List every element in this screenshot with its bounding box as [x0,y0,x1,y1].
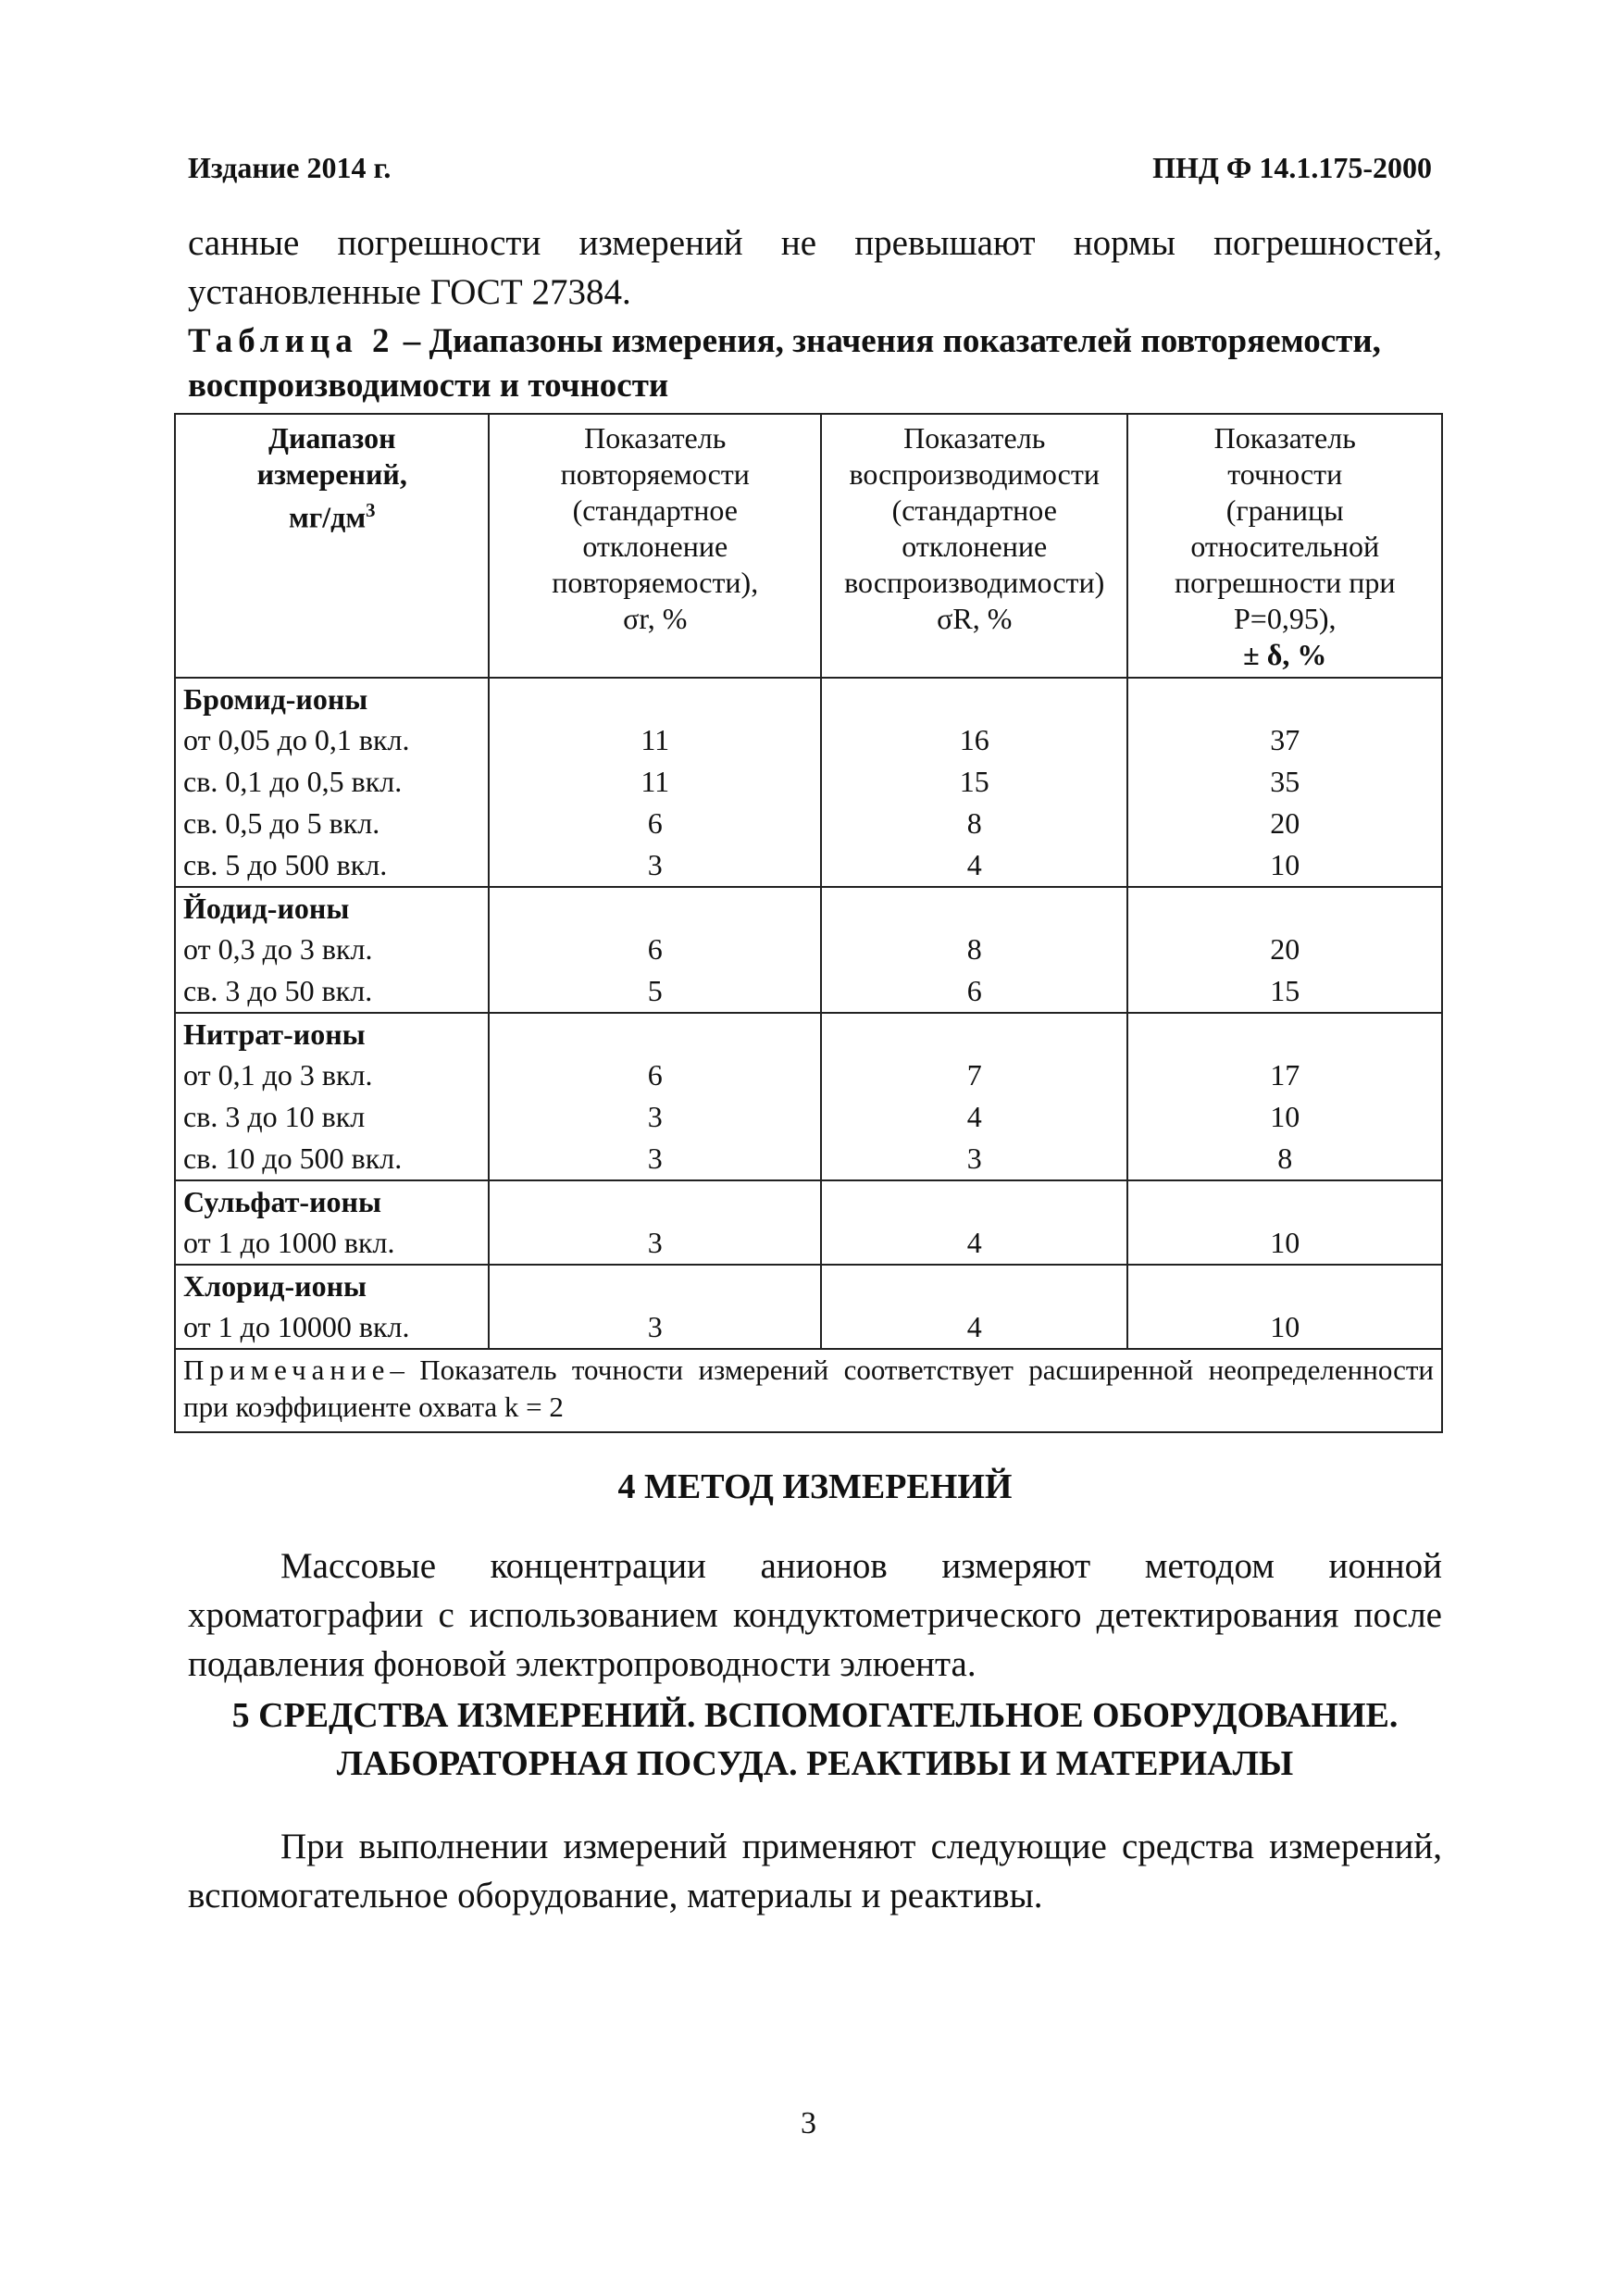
range-value: от 0,05 до 0,1 вкл. [183,723,410,756]
table-group-row [175,887,1442,1013]
document-code-header: ПНД Ф 14.1.175-2000 [1152,151,1432,184]
repeatability-cell [489,1013,821,1180]
group-spacer [822,1014,1126,1054]
table-group-row [175,1013,1442,1180]
repeatability-value: 3 [647,848,663,881]
accuracy-value: 10 [1270,1226,1300,1259]
reproducibility-value: 7 [966,1058,982,1092]
group-title: Хлорид-ионы [183,1269,367,1303]
group-title: Сульфат-ионы [183,1185,381,1218]
repeatability-value: 6 [647,1058,663,1092]
header-symbol: σr, % [623,602,688,635]
reproducibility-cell [821,887,1127,1013]
table-caption [188,319,1442,408]
range-value: св. 5 до 500 вкл. [183,848,388,881]
accuracy-value: 20 [1270,806,1300,840]
accuracy-cell [1127,887,1442,1013]
header-line: (стандартное [891,493,1057,527]
accuracy-value: 15 [1270,974,1300,1007]
table-note [175,1349,1442,1432]
group-spacer [822,1266,1126,1306]
accuracy-value: 17 [1270,1058,1300,1092]
header-range-unit: $мг/дм^3$ [288,500,376,534]
accuracy-value: 37 [1270,723,1300,756]
table-group-row [175,1265,1442,1349]
range-value: от 0,3 до 3 вкл. [183,932,373,966]
group-spacer [490,679,820,719]
repeatability-value: 6 [647,932,663,966]
range-cell [175,1265,489,1349]
range-value: св. 3 до 50 вкл. [183,974,373,1007]
group-spacer [1128,1266,1441,1306]
header-accuracy [1127,414,1442,678]
header-line: Показатель [584,421,727,455]
range-value: св. 0,5 до 5 вкл. [183,806,380,840]
group-title: Бромид-ионы [183,682,368,716]
reproducibility-cell [821,1013,1127,1180]
header-line: относительной [1190,530,1380,563]
note-label: Примечание [183,1354,391,1386]
continuation-paragraph: санные погрешности измерений не превышают нормы погрешностей, установленные ГОСТ 27384. [188,223,1442,312]
header-line: (стандартное [572,493,738,527]
section-5-title-line: ЛАБОРАТОРНАЯ ПОСУДА. РЕАКТИВЫ И МАТЕРИАЛЫ [336,1744,1294,1783]
header-line: отклонение [902,530,1048,563]
repeatability-cell [489,1265,821,1349]
group-spacer [1128,679,1441,719]
header-line: точности [1227,457,1343,491]
page-number: 3 [801,2106,816,2140]
repeatability-value: 6 [647,806,663,840]
reproducibility-value: 8 [966,932,982,966]
range-value: св. 0,1 до 0,5 вкл. [183,765,403,798]
header-line: погрешности при [1174,566,1396,599]
accuracy-value: 10 [1270,1310,1300,1343]
accuracy-value: 10 [1270,848,1300,881]
header-line: повторяемости), [552,566,759,599]
reproducibility-value: 15 [959,765,989,798]
repeatability-value: 3 [647,1100,663,1133]
section-5-paragraph: При выполнении измерений применяют следующие средства измерений, вспомогательное оборудование, материалы и реактивы. [188,1827,1442,1915]
reproducibility-value: 4 [966,1226,982,1259]
range-cell [175,887,489,1013]
group-spacer [490,888,820,929]
header-line: (границы [1225,493,1344,527]
repeatability-cell [489,887,821,1013]
repeatability-value: 3 [647,1142,663,1175]
group-spacer [1128,1181,1441,1222]
group-title: Йодид-ионы [183,892,350,925]
note-text: – Показатель точности измерений соответствует расширенной неопределенности при коэффициенте охвата k = 2 [183,1354,1434,1423]
reproducibility-value: 6 [966,974,982,1007]
section-4-title: 4 МЕТОД ИЗМЕРЕНИЙ [617,1467,1013,1506]
range-cell [175,678,489,887]
section-4-paragraph: Массовые концентрации анионов измеряют методом ионной хроматографии с использованием кондуктометрического детектирования после подавления фоновой электропроводности элюента. [188,1546,1442,1684]
accuracy-value: 20 [1270,932,1300,966]
group-spacer [822,888,1126,929]
range-value: св. 3 до 10 вкл [183,1100,366,1133]
accuracy-cell [1127,1013,1442,1180]
reproducibility-value: 4 [966,1310,982,1343]
header-line: воспроизводимости [849,457,1100,491]
header-line: Показатель [903,421,1046,455]
section-5-title-line: 5 СРЕДСТВА ИЗМЕРЕНИЙ. ВСПОМОГАТЕЛЬНОЕ ОБОРУДОВАНИЕ. [231,1696,1399,1735]
header-range-line: измерений, [256,457,407,491]
range-value: от 0,1 до 3 вкл. [183,1058,373,1092]
accuracy-value: 8 [1277,1142,1293,1175]
reproducibility-cell [821,1265,1127,1349]
reproducibility-value: 16 [959,723,989,756]
repeatability-value: 3 [647,1310,663,1343]
range-value: от 1 до 1000 вкл. [183,1226,395,1259]
header-symbol: ± δ, % [1243,638,1327,671]
table-caption-text: – Диапазоны измерения, значения показателей повторяемости, воспроизводимости и точности [188,322,1381,405]
group-spacer [490,1266,820,1306]
table-note-row [175,1349,1442,1432]
header-line: Показатель [1213,421,1356,455]
header-reproducibility [821,414,1127,678]
header-line: Р=0,95), [1233,602,1337,635]
repeatability-value: 5 [647,974,663,1007]
group-spacer [1128,1014,1441,1054]
group-spacer [822,679,1126,719]
edition-header: Издание 2014 г. [188,151,392,184]
reproducibility-value: 8 [966,806,982,840]
table-group-row [175,1180,1442,1265]
range-value: от 1 до 10000 вкл. [183,1310,410,1343]
accuracy-cell [1127,1180,1442,1265]
group-spacer [490,1181,820,1222]
header-line: воспроизводимости) [844,566,1105,599]
header-range-line: Диапазон [267,421,396,455]
accuracy-value: 35 [1270,765,1300,798]
repeatability-value: 3 [647,1226,663,1259]
section-5-title [188,1691,1442,1788]
group-title: Нитрат-ионы [183,1017,366,1051]
header-line: повторяемости [560,457,750,491]
repeatability-cell [489,678,821,887]
header-range [175,414,489,678]
header-symbol: σR, % [937,602,1013,635]
reproducibility-value: 4 [966,848,982,881]
measurement-table [174,413,1443,1433]
header-repeatability [489,414,821,678]
table-caption-label: Таблица 2 [188,322,395,360]
repeatability-value: 11 [641,723,670,756]
accuracy-cell [1127,678,1442,887]
reproducibility-value: 4 [966,1100,982,1133]
group-spacer [822,1181,1126,1222]
reproducibility-cell [821,678,1127,887]
accuracy-value: 10 [1270,1100,1300,1133]
accuracy-cell [1127,1265,1442,1349]
reproducibility-cell [821,1180,1127,1265]
table-group-row [175,678,1442,887]
range-cell [175,1013,489,1180]
repeatability-cell [489,1180,821,1265]
range-cell [175,1180,489,1265]
group-spacer [1128,888,1441,929]
header-line: отклонение [582,530,728,563]
group-spacer [490,1014,820,1054]
table-header-row [175,414,1442,678]
repeatability-value: 11 [641,765,670,798]
reproducibility-value: 3 [966,1142,982,1175]
range-value: св. 10 до 500 вкл. [183,1142,403,1175]
